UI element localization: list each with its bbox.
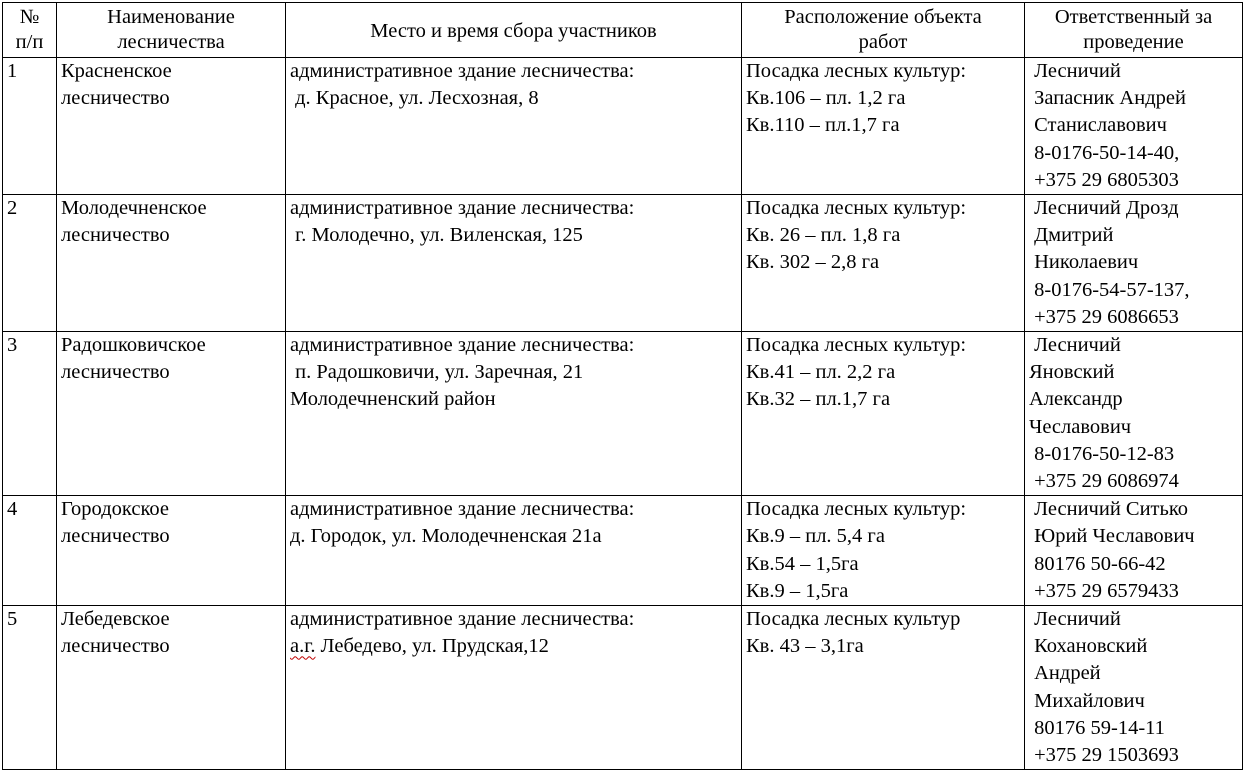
forestry-name — [57, 195, 286, 332]
work-location-line: Кв. 43 – 3,1га — [746, 635, 864, 658]
meeting-place — [286, 195, 742, 332]
work-location-line: Кв.106 – пл. 1,2 га — [746, 87, 906, 110]
responsible-line: Лесничий Дрозд — [1029, 197, 1179, 220]
header-responsible — [1025, 3, 1243, 58]
forestry-name-line: лесничество — [61, 525, 170, 548]
header-meeting-place — [286, 3, 742, 58]
responsible-line: Александр — [1029, 388, 1123, 411]
meeting-place-line: административное здание лесничества: — [290, 608, 635, 631]
responsible-line: Запасник Андрей — [1029, 87, 1186, 110]
responsible-line: +375 29 1503693 — [1029, 744, 1179, 767]
responsible-line: Лесничий — [1029, 608, 1121, 631]
forestry-name-line: Радошковичское — [61, 334, 206, 357]
row-number: 1 — [3, 58, 57, 195]
responsible-line: 8-0176-50-12-83 — [1029, 442, 1175, 465]
responsible-line: Лесничий — [1029, 60, 1121, 82]
header-name-line: Наименование — [107, 6, 235, 28]
forestry-name — [57, 58, 286, 195]
responsible-line: Дмитрий — [1029, 224, 1114, 247]
responsible-line: +375 29 6805303 — [1029, 168, 1179, 191]
meeting-place-line: Молодечненский район — [290, 388, 496, 411]
table-header-row — [3, 3, 1243, 58]
work-location — [742, 496, 1025, 606]
responsible-line: Кохановский — [1029, 635, 1148, 658]
meeting-place-line: административное здание лесничества: — [290, 498, 635, 521]
meeting-place-line: административное здание лесничества: — [290, 334, 635, 357]
meeting-place-line: административное здание лесничества: — [290, 197, 635, 220]
meeting-place — [286, 606, 742, 770]
table-row — [3, 606, 1243, 770]
responsible-line: +375 29 6086653 — [1029, 305, 1179, 328]
forestry-name-line: Красненское — [61, 60, 172, 82]
row-number: 4 — [3, 496, 57, 606]
work-location-line: Посадка лесных культур: — [746, 197, 967, 220]
responsible-line: Юрий Чеславович — [1029, 525, 1195, 548]
header-place-line: Место и время сбора участников — [370, 19, 657, 42]
header-forestry-name — [57, 3, 286, 58]
responsible-line: +375 29 6086974 — [1029, 470, 1179, 493]
responsible-line: Лесничий — [1029, 334, 1121, 357]
work-location-line: Кв.9 – пл. 5,4 га — [746, 525, 885, 548]
work-location-line: Кв. 26 – пл. 1,8 га — [746, 224, 901, 247]
responsible-line: Яновский — [1029, 361, 1115, 384]
header-location-line: работ — [858, 31, 908, 53]
work-location-line: Кв.41 – пл. 2,2 га — [746, 361, 896, 384]
forestry-name — [57, 496, 286, 606]
work-location-line: Посадка лесных культур: — [746, 334, 967, 357]
responsible-person — [1025, 58, 1243, 195]
work-location — [742, 195, 1025, 332]
work-location — [742, 332, 1025, 496]
meeting-place — [286, 496, 742, 606]
meeting-place-line — [290, 633, 737, 660]
meeting-place — [286, 332, 742, 496]
responsible-line: 8-0176-54-57-137, — [1029, 278, 1190, 301]
row-number: 3 — [3, 332, 57, 496]
work-location-line: Посадка лесных культур: — [746, 498, 967, 521]
forestry-name-line: лесничество — [61, 361, 170, 384]
meeting-place-line: д. Красное, ул. Лесхозная, 8 — [290, 87, 539, 110]
meeting-place-line: административное здание лесничества: — [290, 60, 635, 82]
responsible-line: Чеславович — [1029, 415, 1132, 438]
meeting-place-line: г. Молодечно, ул. Виленская, 125 — [290, 224, 583, 247]
forestry-name-line: лесничество — [61, 87, 170, 110]
meeting-place — [286, 58, 742, 195]
header-responsible-line: проведение — [1083, 31, 1184, 53]
forestry-name — [57, 332, 286, 496]
row-number: 2 — [3, 195, 57, 332]
header-location-line: Расположение объекта — [784, 6, 982, 28]
responsible-person — [1025, 606, 1243, 770]
forestry-schedule-table — [2, 2, 1243, 770]
work-location-line: Кв. 302 – 2,8 га — [746, 251, 880, 274]
responsible-line: 80176 50-66-42 — [1029, 552, 1166, 575]
responsible-line: 8-0176-50-14-40, — [1029, 141, 1180, 164]
work-location-line: Кв.9 – 1,5га — [746, 579, 849, 602]
responsible-line: Станиславович — [1029, 114, 1167, 137]
responsible-line: 80176 59-14-11 — [1029, 716, 1165, 739]
meeting-place-line: д. Городок, ул. Молодечненская 21а — [290, 525, 602, 548]
work-location-line: Посадка лесных культур: — [746, 60, 967, 82]
meeting-place-line: п. Радошковичи, ул. Заречная, 21 — [290, 361, 584, 384]
table-row — [3, 195, 1243, 332]
forestry-name-line: лесничество — [61, 635, 170, 658]
header-number — [3, 3, 57, 58]
header-work-location — [742, 3, 1025, 58]
table-row — [3, 58, 1243, 195]
work-location-line: Кв.110 – пл.1,7 га — [746, 114, 900, 137]
forestry-name-line: Городокское — [61, 498, 169, 521]
forestry-name-line: Молодечненское — [61, 197, 207, 220]
responsible-person — [1025, 496, 1243, 606]
responsible-line: Андрей — [1029, 662, 1101, 685]
responsible-line: Николаевич — [1029, 251, 1139, 274]
work-location-line: Посадка лесных культур — [746, 608, 961, 631]
forestry-name-line: Лебедевское — [61, 608, 170, 631]
responsible-person — [1025, 332, 1243, 496]
responsible-line: Михайлович — [1029, 689, 1145, 712]
responsible-line: Лесничий Ситько — [1029, 498, 1189, 521]
work-location — [742, 606, 1025, 770]
forestry-name — [57, 606, 286, 770]
forestry-name-line: лесничество — [61, 224, 170, 247]
header-name-line: лесничества — [117, 31, 225, 53]
responsible-line: +375 29 6579433 — [1029, 579, 1179, 602]
row-number: 5 — [3, 606, 57, 770]
header-responsible-line: Ответственный за — [1054, 6, 1213, 28]
header-number-line: № — [19, 6, 40, 28]
meeting-place-address: Лебедево, ул. Прудская,12 — [315, 635, 549, 658]
header-number-line: п/п — [15, 31, 44, 53]
responsible-person — [1025, 195, 1243, 332]
work-location-line: Кв.32 – пл.1,7 га — [746, 388, 891, 411]
table-row — [3, 332, 1243, 496]
work-location — [742, 58, 1025, 195]
work-location-line: Кв.54 – 1,5га — [746, 552, 859, 575]
spellcheck-underlined-word: а.г. — [290, 635, 316, 658]
table-row — [3, 496, 1243, 606]
